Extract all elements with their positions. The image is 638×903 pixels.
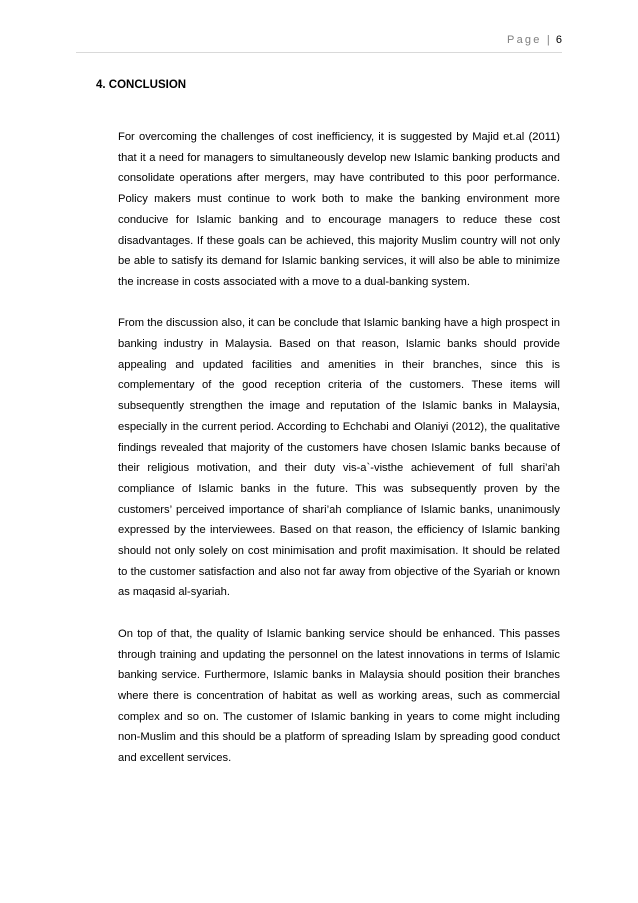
page-header [507, 34, 562, 46]
section-body [118, 127, 560, 789]
section-heading: 4. CONCLUSION [96, 79, 187, 91]
paragraph-2: From the discussion also, it can be conclude that Islamic banking have a high prospect in banking industry in Malaysia. Based on that reason, Islamic banks should provide appealing and updated facilities and amenities in their branches, since this is complementary of the good reception criteria of the customers. These items will subsequently strengthen the image and reputation of the Islamic banks in Malaysia, especially in the current period. According to Echchabi and Olaniyi (2012), the qualitative findings revealed that majority of the customers have chosen Islamic banks because of their religious motivation, and their duty vis-a`-visthe achievement of full shari’ah compliance of Islamic banks in the future. This was subsequently proven by the customers’ perceived importance of shari’ah compliance of Islamic banks, unanimously expressed by the interviewees. Based on that reason, the efficiency of Islamic banking should not only solely on cost minimisation and profit maximisation. It should be related to the customer satisfaction and also not far away from objective of the Syariah or known as maqasid al-syariah. [118, 317, 560, 599]
paragraph-1: For overcoming the challenges of cost inefficiency, it is suggested by Majid et.al (2011) that it a need for managers to simultaneously develop new Islamic banking products and consolidate operations after mergers, may have contributed to this poor performance. Policy makers must continue to work both to make the banking environment more conducive for Islamic banking and to encourage managers to reduce these cost disadvantages. If these goals can be achieved, this majority Muslim country will not only be able to satisfy its demand for Islamic banking services, it will also be able to minimize the increase in costs associated with a move to a dual-banking system. [118, 131, 560, 288]
page-number: 6 [555, 34, 562, 46]
page-separator: | [546, 34, 552, 46]
paragraph-3: On top of that, the quality of Islamic banking service should be enhanced. This passes through training and updating the personnel on the latest innovations in terms of Islamic banking service. Furthermore, Islamic banks in Malaysia should position their branches where there is concentration of habitat as well as working areas, such as commercial complex and so on. The customer of Islamic banking in years to come might including non-Muslim and this should be a platform of spreading Islam by spreading good conduct and excellent services. [118, 627, 560, 765]
page-label: Page [507, 34, 542, 46]
header-divider [76, 52, 562, 53]
